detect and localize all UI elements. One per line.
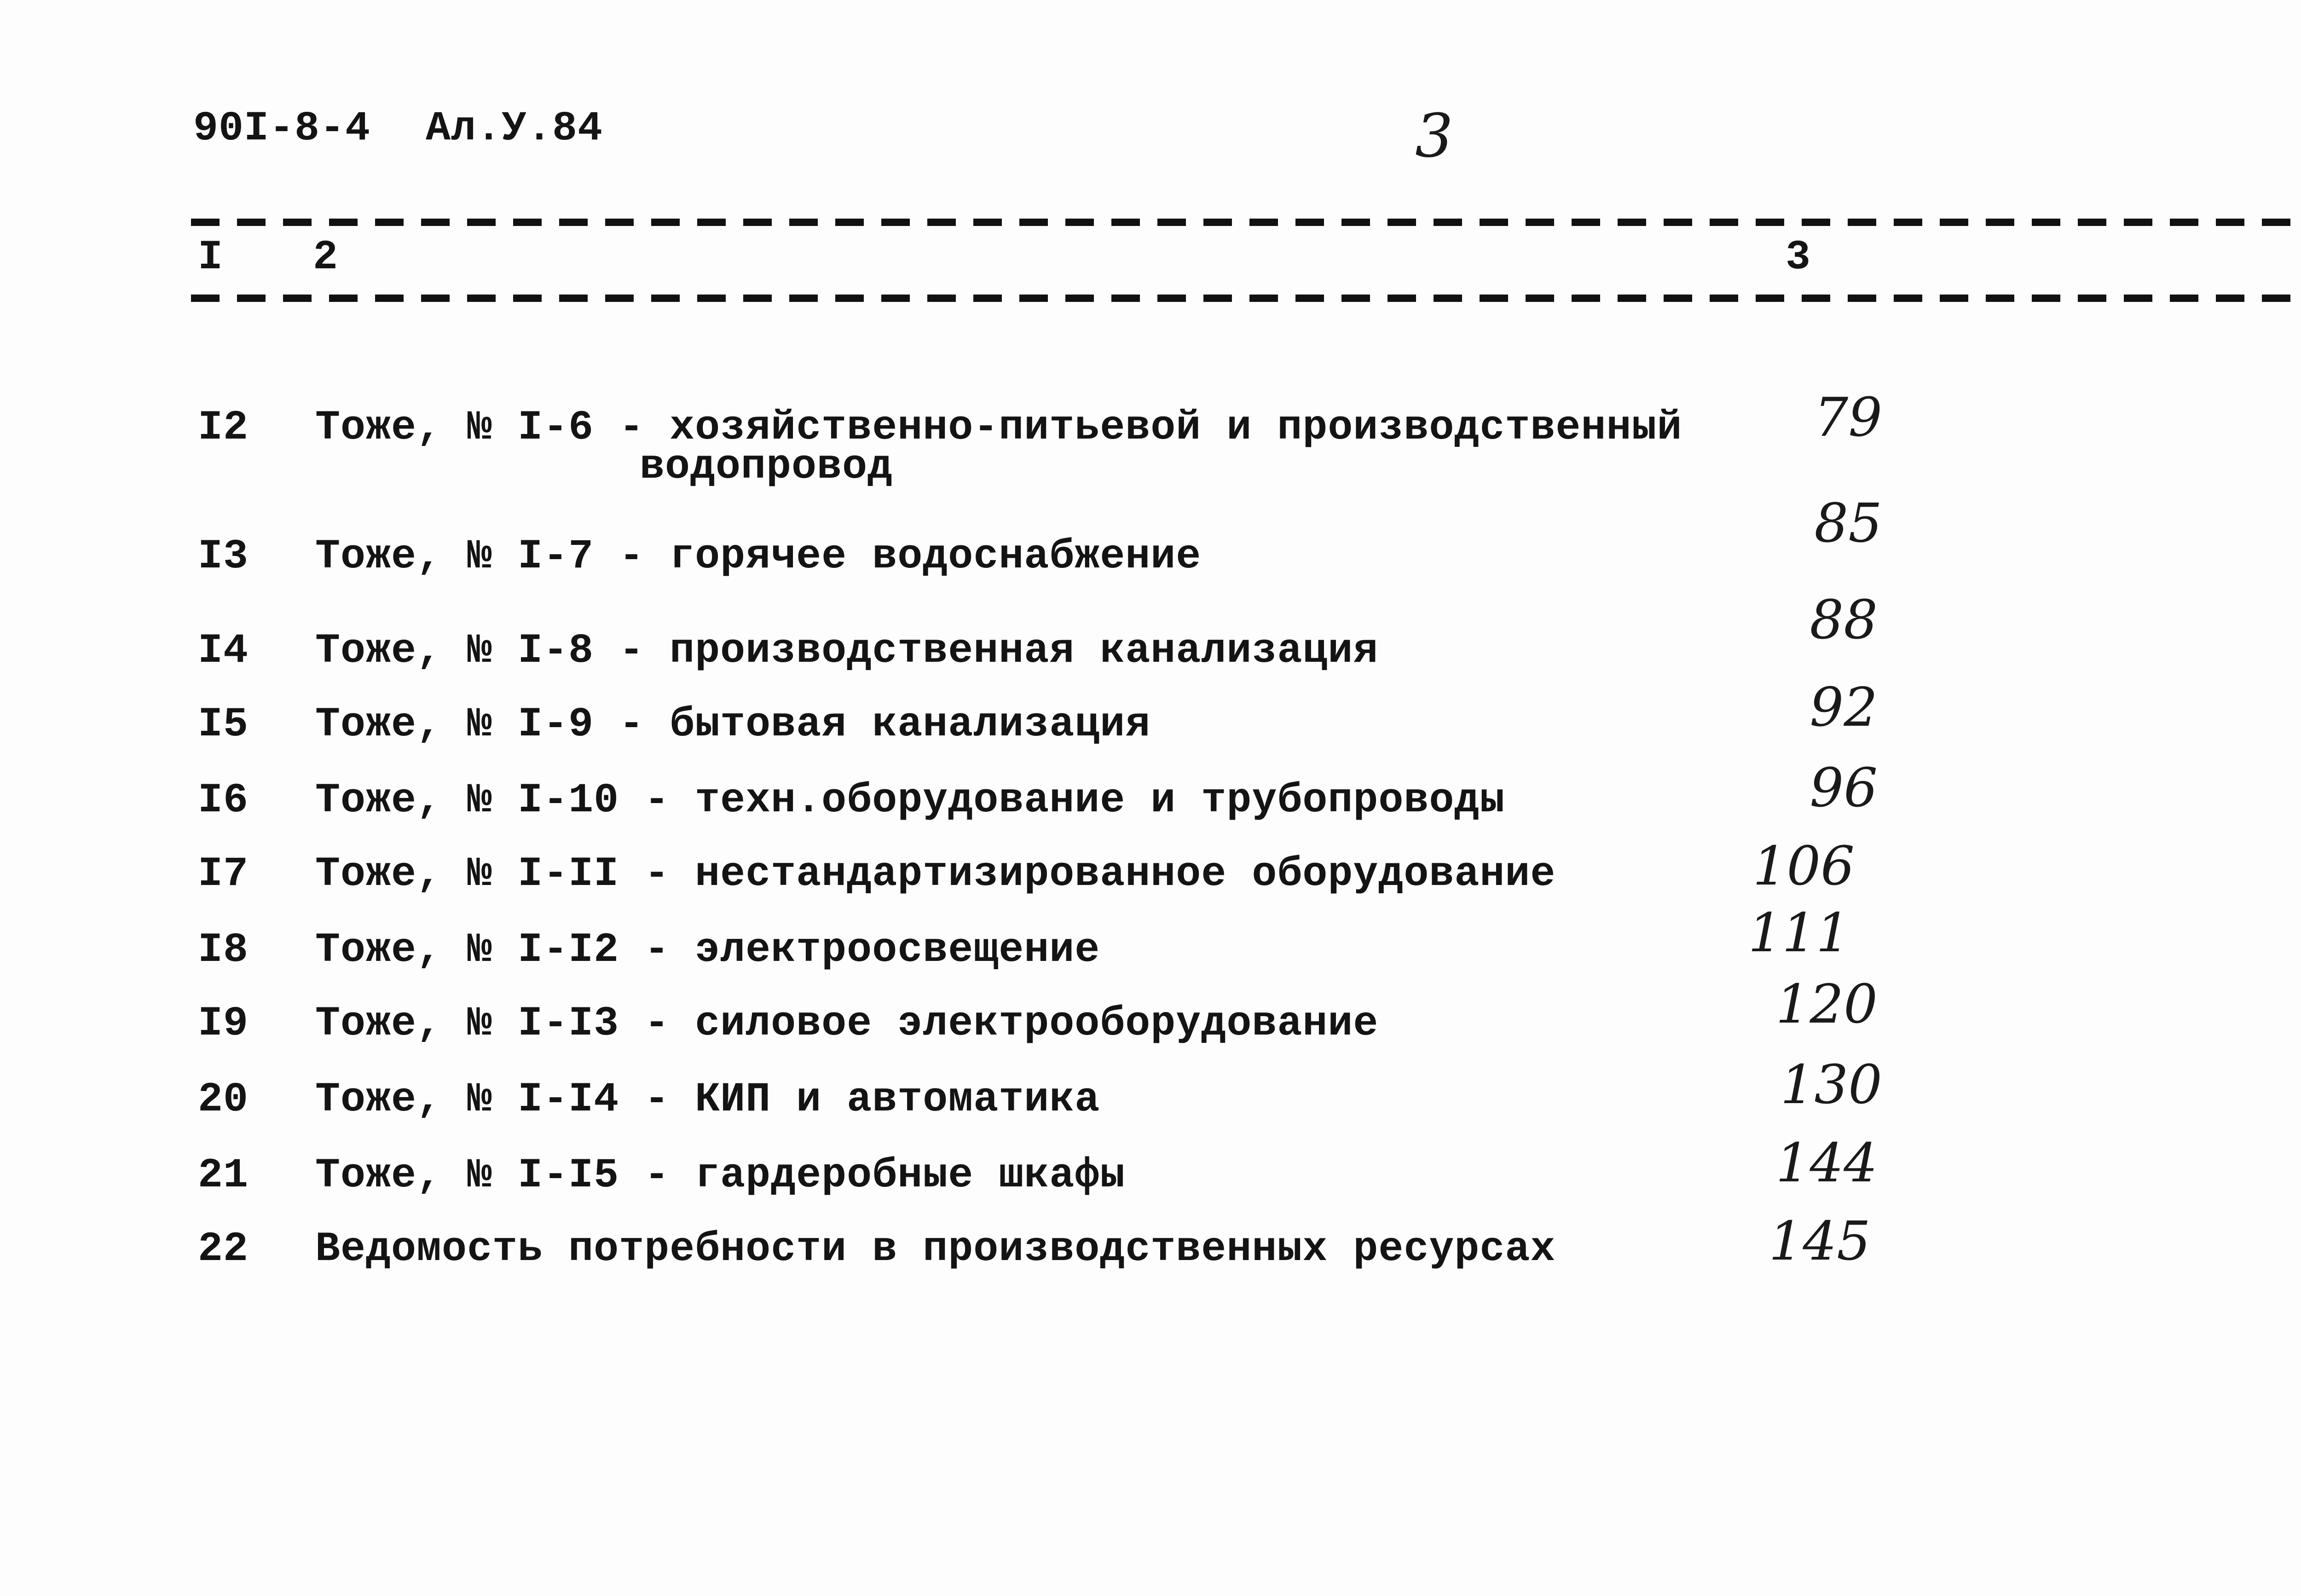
row-number: I7 [198, 851, 249, 898]
row-title: Тоже, № I-I2 - электроосвещение [315, 927, 1100, 974]
row-title: Ведомость потребности в производственных ресурсах [315, 1226, 1556, 1273]
document-code: 90I-8-4 [193, 105, 371, 152]
row-page-number: 130 [1780, 1054, 1882, 1116]
row-number: I5 [198, 701, 249, 748]
row-page-number: 92 [1810, 677, 1878, 739]
row-title: Тоже, № I-9 - бытовая канализация [315, 701, 1151, 748]
row-number: I8 [198, 927, 249, 974]
row-page-number: 120 [1775, 973, 1878, 1035]
row-number: 20 [198, 1076, 249, 1123]
row-title: Тоже, № I-10 - техн.оборудование и трубопроводы [315, 777, 1505, 824]
row-page-number: 145 [1769, 1210, 1871, 1272]
bottom-dashed-rule [191, 295, 2301, 302]
row-number: I9 [198, 1000, 249, 1047]
row-page-number: 106 [1752, 835, 1855, 897]
row-page-number: 85 [1814, 492, 1882, 555]
row-number: I6 [198, 777, 249, 824]
top-dashed-rule [191, 219, 2301, 226]
row-title-continuation: водопровод [640, 444, 893, 491]
row-number: I2 [198, 405, 249, 451]
row-number: I4 [198, 628, 249, 675]
row-title: Тоже, № I-I5 - гардеробные шкафы [315, 1152, 1126, 1199]
column-header-1: I [198, 234, 224, 281]
row-page-number: 79 [1814, 387, 1882, 449]
row-title: Тоже, № I-I3 - силовое электрооборудование [315, 1000, 1379, 1047]
column-header-3: 3 [1786, 234, 1811, 281]
row-page-number: 96 [1810, 757, 1878, 819]
row-title: Тоже, № I-6 - хозяйственно-питьевой и производственный [315, 405, 1682, 451]
row-title: Тоже, № I-II - нестандартизированное оборудование [315, 851, 1556, 898]
row-number: I3 [198, 533, 249, 580]
album-reference: Ал.У.84 [426, 105, 603, 152]
row-number: 22 [198, 1226, 249, 1273]
handwritten-page-number: 3 [1415, 101, 1453, 171]
row-title: Тоже, № I-8 - производственная канализация [315, 628, 1379, 675]
row-title: Тоже, № I-I4 - КИП и автоматика [315, 1076, 1100, 1123]
row-page-number: 111 [1748, 902, 1850, 964]
row-page-number: 144 [1775, 1132, 1878, 1194]
row-number: 21 [198, 1152, 249, 1199]
row-title: Тоже, № I-7 - горячее водоснабжение [315, 533, 1202, 580]
row-page-number: 88 [1810, 589, 1878, 651]
column-header-2: 2 [313, 234, 339, 281]
